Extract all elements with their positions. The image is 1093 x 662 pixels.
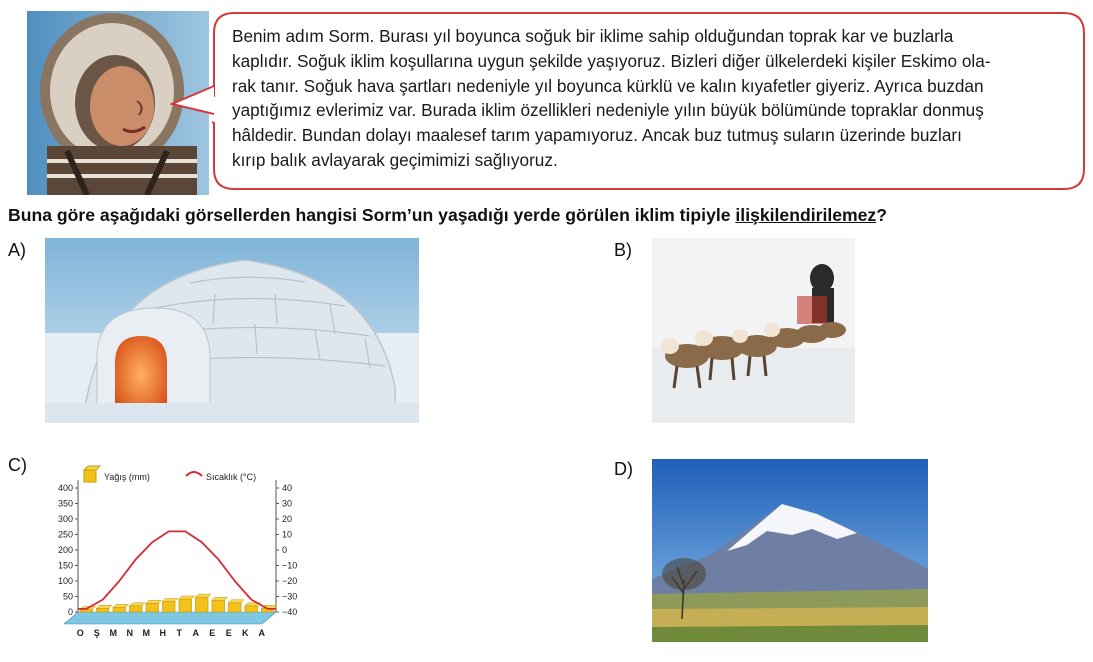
right-tick-label: −10 bbox=[282, 560, 298, 571]
precipitation-bar bbox=[229, 603, 242, 612]
sled-dogs-image[interactable] bbox=[652, 238, 855, 423]
right-tick-label: 0 bbox=[282, 545, 288, 555]
month-label: E bbox=[225, 628, 232, 638]
question-underlined: ilişkilendirilemez bbox=[735, 205, 877, 225]
precipitation-bar bbox=[179, 599, 192, 612]
month-label: K bbox=[242, 628, 249, 638]
bubble-line: yaptığımız evlerimiz var. Burada iklim özellikleri nedeniyle yılın büyük bölümünde topraklar donmuş bbox=[232, 100, 984, 121]
chart-axes bbox=[58, 480, 297, 624]
left-tick-label: 350 bbox=[57, 498, 73, 509]
left-tick-label: 200 bbox=[57, 545, 73, 555]
month-label: Ş bbox=[93, 628, 100, 638]
bubble-line: rak tanır. Soğuk hava şartları nedeniyle yıl boyunca kürklü ve kalın kıyafetler giyeriz. Ayrıca buzdan bbox=[232, 75, 984, 96]
question-text bbox=[8, 205, 1093, 226]
precipitation-bar bbox=[97, 608, 110, 612]
month-label: M bbox=[142, 628, 150, 638]
climate-chart[interactable] bbox=[44, 464, 334, 644]
precipitation-bar bbox=[196, 597, 209, 612]
left-tick-label: 250 bbox=[57, 529, 73, 540]
left-tick-label: 100 bbox=[57, 576, 73, 586]
precipitation-bar-top bbox=[130, 603, 146, 606]
precipitation-bar-top bbox=[97, 605, 113, 608]
left-tick-label: 400 bbox=[57, 483, 73, 493]
igloo-image[interactable] bbox=[45, 238, 419, 423]
option-a-label[interactable]: A) bbox=[8, 240, 26, 260]
precipitation-bar-top bbox=[179, 596, 195, 599]
right-tick-label: 20 bbox=[282, 514, 293, 524]
month-labels bbox=[77, 628, 266, 638]
precipitation-bar-top bbox=[229, 600, 245, 603]
option-b-label[interactable]: B) bbox=[614, 240, 632, 260]
month-label: N bbox=[126, 628, 133, 638]
precipitation-bar bbox=[163, 601, 176, 612]
speech-bubble-pointer bbox=[170, 80, 216, 120]
question-after: ? bbox=[876, 205, 887, 225]
precipitation-bar-top bbox=[196, 594, 212, 597]
precipitation-bar-top bbox=[146, 600, 162, 603]
left-tick-label: 150 bbox=[57, 560, 73, 571]
left-tick-label: 300 bbox=[57, 514, 73, 524]
month-label: T bbox=[176, 628, 182, 638]
precipitation-bar bbox=[245, 606, 258, 612]
option-c-label[interactable]: C) bbox=[8, 455, 27, 475]
precipitation-bars bbox=[80, 594, 277, 612]
left-tick-label: 50 bbox=[62, 591, 73, 602]
chart-floor bbox=[64, 612, 276, 624]
month-label: E bbox=[209, 628, 216, 638]
right-tick-label: −40 bbox=[282, 607, 298, 617]
right-tick-label: −30 bbox=[282, 591, 298, 602]
right-tick-label: −20 bbox=[282, 576, 298, 586]
month-label: O bbox=[76, 628, 84, 638]
temperature-line bbox=[78, 531, 276, 609]
precipitation-legend-icon bbox=[84, 466, 100, 482]
month-label: A bbox=[192, 628, 199, 638]
month-label: A bbox=[258, 628, 265, 638]
precipitation-bar-top bbox=[163, 598, 179, 601]
option-d-label[interactable]: D) bbox=[614, 459, 633, 479]
left-tick-label: 0 bbox=[67, 607, 73, 617]
precipitation-bar bbox=[130, 606, 143, 612]
bubble-line: kırıp balık avlayarak geçimimizi sağlıyoruz. bbox=[232, 149, 558, 170]
precipitation-bar bbox=[113, 607, 126, 612]
precipitation-bar bbox=[146, 603, 159, 612]
temperature-legend-icon bbox=[186, 472, 202, 476]
bubble-line: Benim adım Sorm. Burası yıl boyunca soğuk bir iklime sahip olduğundan toprak kar ve buzlarla bbox=[232, 26, 954, 46]
speech-bubble-text bbox=[232, 24, 1080, 173]
right-tick-label: 30 bbox=[282, 498, 293, 509]
right-tick-label: 10 bbox=[282, 529, 293, 540]
legend-precipitation: Yağış (mm) bbox=[104, 472, 150, 482]
bubble-line: kaplıdır. Soğuk iklim koşullarına uygun şekilde yaşıyoruz. Bizleri diğer ülkelerdeki kişiler Eskimo ola- bbox=[232, 50, 991, 71]
chart-legend bbox=[84, 466, 256, 482]
month-label: H bbox=[159, 628, 166, 638]
precipitation-bar-top bbox=[212, 597, 228, 600]
question-before: Buna göre aşağıdaki görsellerden hangisi Sorm’un yaşadığı yerde görülen iklim tipiyle bbox=[8, 205, 736, 225]
legend-temperature: Sıcaklık (°C) bbox=[206, 472, 257, 482]
bubble-line: hâldedir. Bundan dolayı maalesef tarım yapamıyoruz. Ancak buz tutmuş suların üzerinde buzları bbox=[232, 125, 962, 146]
precipitation-bar-top bbox=[113, 604, 129, 607]
month-label: M bbox=[109, 628, 117, 638]
precipitation-bar bbox=[80, 610, 93, 612]
snowy-mountain-image[interactable] bbox=[652, 459, 928, 642]
right-tick-label: 40 bbox=[282, 483, 293, 493]
precipitation-bar bbox=[212, 600, 225, 612]
temperature-curve bbox=[78, 531, 276, 609]
